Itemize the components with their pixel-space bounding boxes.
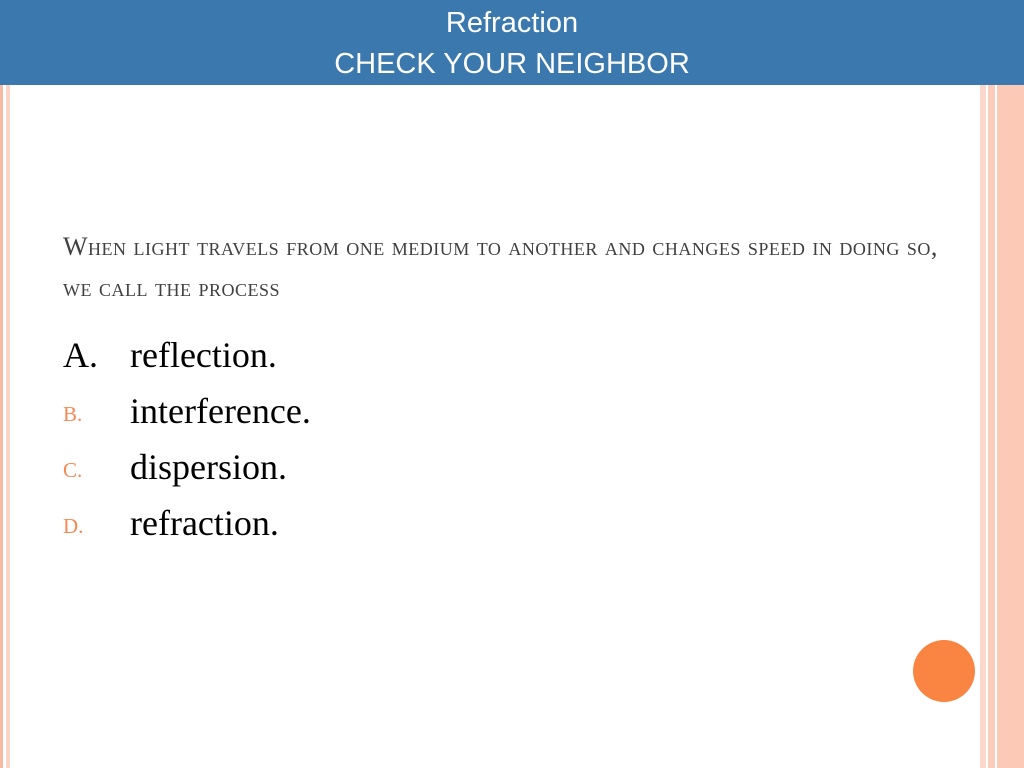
option-a <box>63 330 943 386</box>
option-c <box>63 442 943 498</box>
option-marker: A. <box>63 335 98 375</box>
left-decor-stripe <box>6 85 10 768</box>
option-marker: C. <box>63 458 83 482</box>
right-decor-stripe <box>988 85 995 768</box>
option-b <box>63 386 943 442</box>
question-text: When light travels from one medium to another and changes speed in doing so, we call the process <box>63 232 938 302</box>
header-bar <box>0 0 1024 85</box>
option-d <box>63 498 943 554</box>
left-decor-stripe <box>0 85 3 768</box>
right-decor-stripe <box>997 85 1024 768</box>
right-decor-stripe <box>980 85 986 768</box>
slide-title: Refraction <box>445 7 579 39</box>
decorative-circle <box>913 640 975 702</box>
option-text: reflection. <box>130 335 277 375</box>
answer-options <box>63 330 943 554</box>
slide-subtitle: CHECK YOUR NEIGHBOR <box>334 48 690 80</box>
option-marker: D. <box>63 514 84 538</box>
option-text: dispersion. <box>130 447 287 487</box>
option-text: interference. <box>130 391 311 431</box>
option-text: refraction. <box>130 503 279 543</box>
option-marker: B. <box>63 402 83 426</box>
